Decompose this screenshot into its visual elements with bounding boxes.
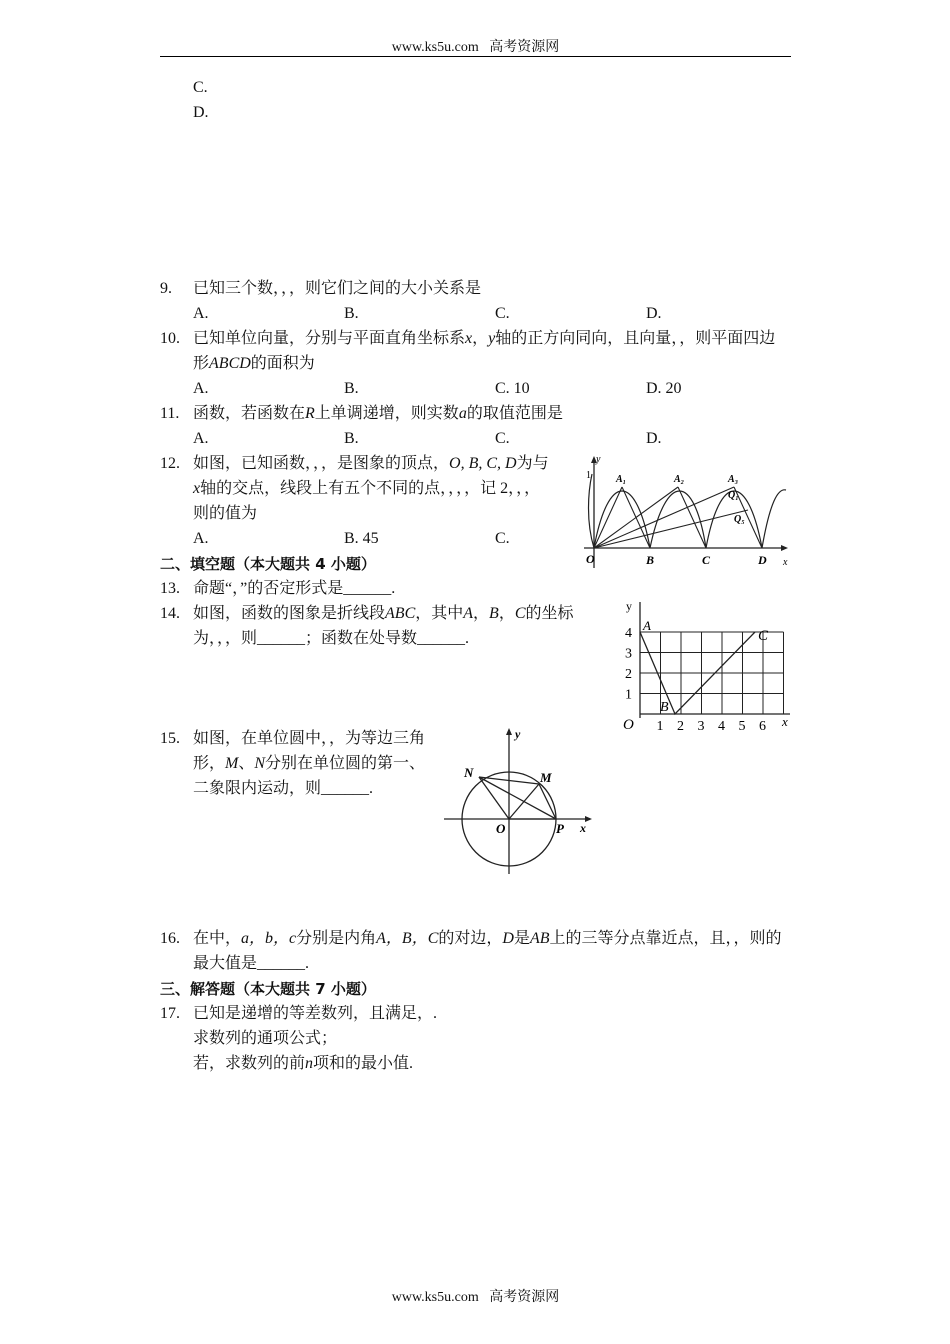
q12-label-c: C	[702, 553, 711, 567]
q14-xtick-label: 5	[738, 719, 746, 734]
q14-var-a: A	[463, 605, 474, 622]
q15-x-arrow-icon	[585, 816, 592, 822]
q12-vars: O, B, C, D	[449, 455, 517, 472]
q9-option-a: A.	[193, 305, 209, 322]
q17-part-1: 求数列的通项公式；	[193, 1030, 338, 1047]
q11-number: 11.	[160, 405, 180, 422]
q14-label-o: O	[623, 717, 634, 733]
q8-option-c: C.	[193, 79, 208, 96]
q12-x-arrow-icon	[781, 545, 788, 551]
q14-var-abc: ABC	[385, 605, 416, 622]
q15-text-a: 形，	[193, 755, 226, 772]
q17-var-n: n	[305, 1055, 314, 1072]
header-rule	[160, 56, 791, 57]
q12-label-one: 1	[586, 470, 591, 481]
q15-label-n: N	[464, 765, 474, 780]
q14-ytick-label: 4	[625, 626, 632, 641]
q10-text-b: 轴的正方向同向，且向量，，则平面四边	[495, 330, 776, 347]
q10-text-a: 已知单位向量，分别与平面直角坐标系	[193, 330, 466, 347]
q11-option-a: A.	[193, 430, 209, 447]
q14-xtick-label: 4	[718, 719, 725, 734]
q12-label-a2: A₂	[674, 474, 685, 485]
q12-stem-line3: 则的值为	[193, 505, 258, 522]
q12-label-a3: A₃	[728, 474, 739, 485]
q11-option-b: B.	[344, 430, 359, 447]
q14-stem-line1	[193, 604, 574, 624]
q12-option-a: A.	[193, 530, 209, 547]
q14-comma-1: ，	[473, 605, 490, 622]
q16-text-c: 的对边，	[438, 930, 503, 947]
q15-text-b: 、	[238, 755, 255, 772]
q14-number: 14.	[160, 605, 180, 622]
q12-segment-oa1	[594, 487, 622, 548]
q16-text-b: 分别是内角	[296, 930, 377, 947]
q12-label-a1: A₁	[616, 474, 627, 485]
q11-text-c: 的取值范围是	[466, 405, 563, 422]
q12-segment-oq	[594, 510, 748, 548]
q16-number: 16.	[160, 930, 180, 947]
q15-stem-line2	[193, 754, 425, 774]
q10-number: 10.	[160, 330, 180, 347]
q14-var-c: C	[514, 605, 526, 622]
q15-label-y: y	[515, 727, 521, 741]
q15-text-c: 分别在单位圆的第一、	[265, 755, 426, 772]
q13-number: 13.	[160, 580, 180, 597]
q11-var-a: a	[458, 405, 467, 422]
q14-xtick-label: 1	[656, 719, 664, 734]
q12-curve-right	[762, 490, 786, 548]
q10-option-d: D. 20	[646, 380, 682, 397]
q16-text-a: 在中，	[193, 930, 242, 947]
q8-option-d: D.	[193, 104, 209, 121]
q17-stem: 已知是递增的等差数列，且满足，.	[193, 1005, 438, 1022]
q14-xtick-label: 6	[759, 719, 766, 734]
q14-var-b: B	[489, 605, 499, 622]
q12-label-d: D	[758, 553, 767, 567]
q10-option-c: C. 10	[495, 380, 530, 397]
q15-label-o: O	[496, 821, 506, 836]
q12-number: 12.	[160, 455, 180, 472]
q10-var-y: y	[488, 330, 496, 347]
page-footer	[160, 1286, 791, 1306]
q14-text-c: 的坐标	[525, 605, 574, 622]
q16-vars-lower: a，b，c	[241, 930, 297, 947]
q12-option-c: C.	[495, 530, 510, 547]
q12-label-b: B	[646, 553, 655, 567]
q14-figure	[612, 596, 794, 736]
q15-var-n: N	[254, 755, 266, 772]
q17-part-2	[193, 1054, 413, 1074]
q16-var-d: D	[502, 930, 514, 947]
q15-stem-line1: 如图，在单位圆中，，为等边三角	[193, 730, 426, 747]
q13-stem: 命题“，”的否定形式是______.	[193, 580, 396, 597]
q15-label-x: x	[580, 821, 586, 835]
q15-y-arrow-icon	[506, 728, 512, 735]
q16-stem-line1	[193, 929, 782, 949]
q12-text-b: 为与	[516, 455, 549, 472]
page-header	[160, 36, 791, 56]
q9-number: 9.	[160, 280, 172, 297]
q15-label-p: P	[556, 821, 564, 836]
q11-var-r: R	[305, 405, 315, 422]
q10-stem-line1	[193, 329, 775, 349]
header-name: 高考资源网	[489, 40, 560, 55]
q14-comma-2: ，	[498, 605, 515, 622]
q14-label-a: A	[643, 618, 651, 633]
q12-stem-line1	[193, 454, 549, 474]
q12-segment-a1b	[622, 487, 650, 548]
q9-stem: 已知三个数，，，则它们之间的大小关系是	[193, 280, 482, 297]
q16-stem-line2: 最大值是______.	[193, 955, 310, 972]
q14-text-b: ，其中	[415, 605, 464, 622]
q14-xtick-label: 2	[677, 719, 684, 734]
q16-var-ab: AB	[529, 930, 550, 947]
q15-number: 15.	[160, 730, 180, 747]
q12-label-o: O	[586, 552, 595, 566]
q10-stem-line2	[193, 354, 315, 374]
q12-label-x: x	[783, 557, 788, 568]
q16-text-d: 是	[513, 930, 530, 947]
header-site: www.ks5u.com	[391, 40, 479, 55]
q12-label-q5: Q₅	[734, 514, 745, 525]
q17-number: 17.	[160, 1005, 180, 1022]
q9-option-c: C.	[495, 305, 510, 322]
section-fill-in-title: 二、填空题（本大题共 4 小题）	[160, 555, 376, 573]
q12-figure	[578, 452, 792, 572]
q14-xtick-label: 3	[697, 719, 705, 734]
q14-text-a: 如图，函数的图象是折线段	[193, 605, 386, 622]
section-answer-title: 三、解答题（本大题共 7 小题）	[160, 980, 376, 998]
q10-var-x: x	[465, 330, 473, 347]
q10-option-a: A.	[193, 380, 209, 397]
q12-text-a: 如图，已知函数，，，是图象的顶点，	[193, 455, 450, 472]
q12-label-y: y	[596, 454, 601, 465]
q14-stem-line2: 为，，，则______；函数在处导数______.	[193, 630, 470, 647]
q16-vars-upper: A，B，C	[376, 930, 439, 947]
q14-label-y: y	[626, 599, 632, 613]
q12-option-b: B. 45	[344, 530, 379, 547]
q15-stem-line3: 二象限内运动，则______.	[193, 780, 374, 797]
q14-ytick-label: 2	[625, 667, 632, 682]
q12-text-c: 轴的交点，线段上有五个不同的点，，，，记 2，，，	[200, 480, 541, 497]
q11-option-c: C.	[495, 430, 510, 447]
q14-label-b: B	[660, 700, 669, 715]
q14-label-c: C	[758, 628, 769, 644]
q15-figure	[440, 722, 600, 880]
q17-text-b: 项和的最小值.	[313, 1055, 414, 1072]
q11-stem	[193, 404, 563, 424]
q10-text-c: 形	[193, 355, 210, 372]
q14-ytick-label: 1	[625, 687, 632, 703]
q15-label-m: M	[540, 770, 552, 785]
q15-var-m: M	[225, 755, 239, 772]
q12-stem-line2	[193, 479, 540, 499]
q16-text-e: 上的三等分点靠近点，且，，则的	[549, 930, 782, 947]
q14-label-x: x	[782, 714, 788, 729]
q12-arch-1	[594, 491, 650, 548]
q9-option-b: B.	[344, 305, 359, 322]
q11-text-a: 函数，若函数在	[193, 405, 306, 422]
q10-sep: ，	[472, 330, 489, 347]
q12-var-x: x	[193, 480, 201, 497]
q12-label-q1: Q₁	[728, 490, 739, 501]
q10-text-d: 的面积为	[250, 355, 315, 372]
q11-text-b: 上单调递增，则实数	[314, 405, 459, 422]
q14-ytick-label: 3	[625, 646, 632, 662]
q11-option-d: D.	[646, 430, 662, 447]
q12-segment-a2c	[678, 487, 706, 548]
q9-option-d: D.	[646, 305, 662, 322]
footer-site: www.ks5u.com	[391, 1290, 479, 1305]
q10-option-b: B.	[344, 380, 359, 397]
q15-segment-on	[479, 777, 509, 819]
q12-curve-left	[589, 474, 595, 548]
q10-var-abcd: ABCD	[209, 355, 251, 372]
q17-text-a: 若，求数列的前	[193, 1055, 306, 1072]
footer-name: 高考资源网	[489, 1290, 560, 1305]
